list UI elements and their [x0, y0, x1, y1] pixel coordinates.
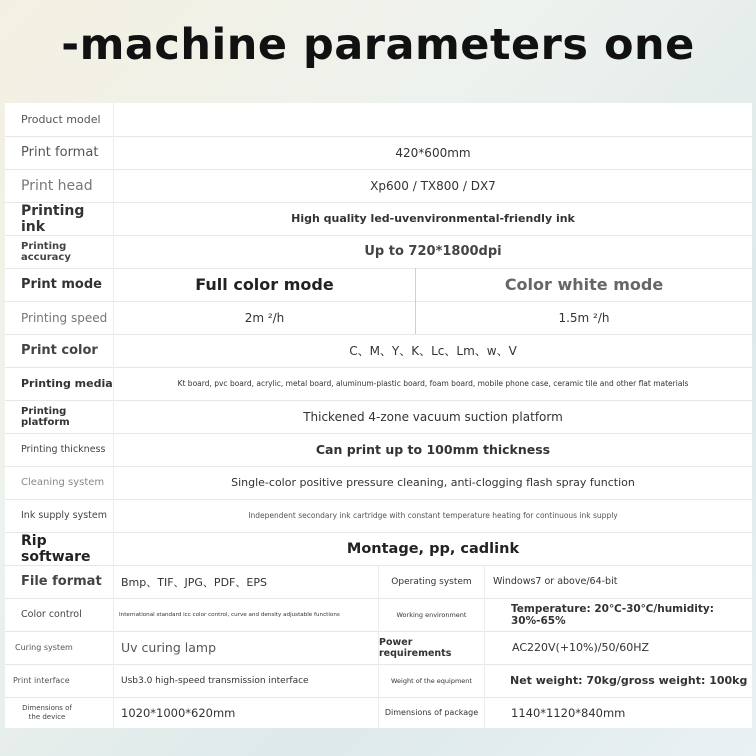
row-print-color [5, 334, 752, 368]
parameters-table [5, 103, 752, 728]
row-rip-software [5, 532, 752, 566]
color-control-value: International standard icc color control, curve and density adjustable functions [119, 611, 340, 618]
power-requirements-value: AC220V(+10%)/50/60HZ [512, 641, 649, 654]
full-color-mode: Full color mode [195, 275, 334, 294]
printing-platform-label: Printing platform [21, 405, 70, 428]
row-printing-ink [5, 202, 752, 236]
printing-platform-value: Thickened 4-zone vacuum suction platform [303, 409, 563, 424]
row-cleaning-system [5, 466, 752, 500]
row-product-model [5, 103, 752, 137]
printing-accuracy-label: Printing accuracy [21, 240, 71, 263]
row-printing-platform [5, 400, 752, 434]
row-print-head [5, 169, 752, 203]
print-color-value: C、M、Y、K、Lc、Lm、w、V [349, 344, 517, 358]
cleaning-system-value: Single-color positive pressure cleaning, anti-clogging flash spray function [231, 476, 635, 489]
row-printing-thickness [5, 433, 752, 467]
print-head-label: Print head [21, 177, 93, 194]
equipment-weight-label: Weight of the equipment [378, 664, 485, 697]
working-environment-label: Working environment [378, 598, 485, 631]
print-mode-label: Print mode [21, 277, 102, 292]
rip-software-value: Montage, pp, cadlink [346, 540, 520, 557]
row-print-interface [5, 664, 752, 698]
row-file-format [5, 565, 752, 599]
package-dimensions-value: 1140*1120*840mm [511, 705, 626, 720]
operating-system-label: Operating system [378, 565, 485, 598]
row-printing-media [5, 367, 752, 401]
power-requirements-label: Power requirements [378, 631, 485, 664]
product-model-label: Product model [21, 113, 101, 126]
speed-full-color: 2m ²/h [244, 310, 285, 325]
row-print-mode [5, 268, 752, 302]
printing-thickness-label: Printing thickness [21, 444, 106, 455]
printing-ink-value: High quality led-uvenvironmental-friendly ink [291, 212, 575, 225]
row-printing-speed [5, 301, 752, 335]
printing-media-value: Kt board, pvc board, acrylic, metal board, aluminum-plastic board, foam board, mobile phone case, ceramic tile and other flat materials [177, 379, 689, 388]
row-print-format [5, 136, 752, 170]
device-dimensions-label: Dimensions of the device [22, 704, 72, 721]
print-interface-label: Print interface [13, 676, 70, 685]
printing-thickness-value: Can print up to 100mm thickness [315, 442, 551, 457]
cleaning-system-label: Cleaning system [21, 477, 105, 488]
row-dimensions [5, 697, 752, 728]
equipment-weight-value: Net weight: 70kg/gross weight: 100kg [510, 674, 748, 687]
file-format-value: Bmp、TIF、JPG、PDF、EPS [121, 575, 267, 589]
device-dimensions-value: 1020*1000*620mm [121, 705, 236, 720]
print-color-label: Print color [21, 343, 98, 358]
print-head-value: Xp600 / TX800 / DX7 [370, 178, 496, 193]
package-dimensions-label: Dimensions of package [378, 697, 485, 728]
print-interface-value: Usb3.0 high-speed transmission interface [121, 675, 309, 686]
printing-ink-label: Printing ink [21, 202, 85, 235]
color-control-label: Color control [21, 609, 82, 620]
row-color-control [5, 598, 752, 632]
row-printing-accuracy [5, 235, 752, 269]
page-title: -machine parameters one [61, 20, 695, 70]
product-model-value [114, 103, 752, 136]
working-environment-value: Temperature: 20℃-30℃/humidity: 30%-65% [511, 602, 714, 627]
rip-software-label: Rip software [21, 532, 91, 565]
row-curing-system [5, 631, 752, 665]
printing-speed-label: Printing speed [21, 310, 108, 325]
ink-supply-system-label: Ink supply system [21, 510, 108, 521]
printing-media-label: Printing media [21, 377, 113, 390]
printing-accuracy-value: Up to 720*1800dpi [364, 244, 502, 259]
file-format-label: File format [21, 574, 102, 589]
row-ink-supply-system [5, 499, 752, 533]
ink-supply-system-value: Independent secondary ink cartridge with constant temperature heating for continuous ink supply [248, 511, 618, 520]
speed-color-white: 1.5m ²/h [558, 310, 610, 325]
curing-system-label: Curing system [15, 643, 73, 652]
print-format-label: Print format [21, 145, 99, 160]
print-format-value: 420*600mm [395, 145, 471, 160]
color-white-mode: Color white mode [504, 275, 664, 294]
operating-system-value: Windows7 or above/64-bit [493, 576, 618, 587]
curing-system-value: Uv curing lamp [121, 640, 217, 655]
